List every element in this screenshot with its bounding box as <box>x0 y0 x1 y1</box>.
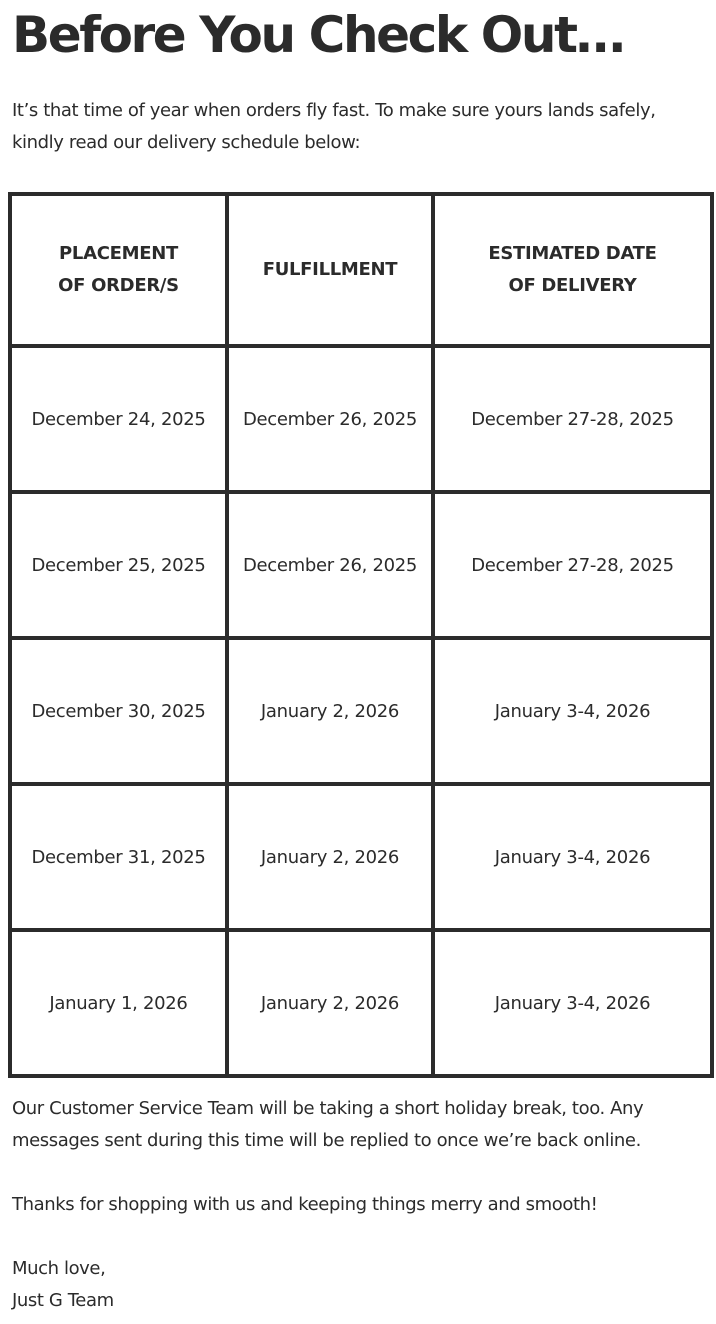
header-estimated-delivery: ESTIMATED DATE OF DELIVERY <box>433 194 712 346</box>
delivery-date: January 3-4, 2026 <box>433 638 712 784</box>
placement-date: December 24, 2025 <box>10 346 227 492</box>
placement-date: December 25, 2025 <box>10 492 227 638</box>
signoff-closing: Much love, <box>12 1258 106 1279</box>
table-row <box>10 346 712 492</box>
signoff <box>12 1253 704 1317</box>
fulfillment-date: January 2, 2026 <box>227 638 433 784</box>
fulfillment-date: December 26, 2025 <box>227 346 433 492</box>
table-row <box>10 638 712 784</box>
delivery-date: December 27-28, 2025 <box>433 492 712 638</box>
placement-date: December 30, 2025 <box>10 638 227 784</box>
header-fulfillment: FULFILLMENT <box>227 194 433 346</box>
table-row <box>10 930 712 1076</box>
fulfillment-date: January 2, 2026 <box>227 930 433 1076</box>
customer-service-note: Our Customer Service Team will be taking a short holiday break, too. Any messages sent during this time will be replied to once we’re back online. <box>12 1098 644 1151</box>
delivery-date: December 27-28, 2025 <box>433 346 712 492</box>
fulfillment-date: January 2, 2026 <box>227 784 433 930</box>
signoff-signature: Just G Team <box>12 1290 114 1311</box>
fulfillment-date: December 26, 2025 <box>227 492 433 638</box>
header-placement: PLACEMENT OF ORDER/S <box>10 194 227 346</box>
placement-date: December 31, 2025 <box>10 784 227 930</box>
delivery-date: January 3-4, 2026 <box>433 930 712 1076</box>
page-title: Before You Check Out… <box>12 6 624 64</box>
placement-date: January 1, 2026 <box>10 930 227 1076</box>
table-header-row <box>10 194 712 346</box>
intro-text: It’s that time of year when orders fly fast. To make sure yours lands safely, kindly read our delivery schedule below: <box>12 100 656 153</box>
delivery-schedule-table <box>8 192 714 1078</box>
table-row <box>10 492 712 638</box>
delivery-date: January 3-4, 2026 <box>433 784 712 930</box>
table-row <box>10 784 712 930</box>
thanks-text: Thanks for shopping with us and keeping things merry and smooth! <box>12 1194 598 1215</box>
